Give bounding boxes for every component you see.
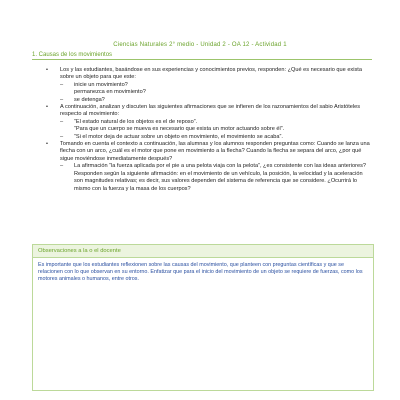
- activity-item-1: • Los y las estudiantes, basándose en sus experiencias y conocimientos previos, responden: ¿Qué es necesario que exista sobre un objeto para que este:: [46, 67, 372, 82]
- section-heading: 1. Causas de los movimientos: [32, 52, 372, 60]
- activity-item-2: • A continuación, analizan y discuten las siguientes afirmaciones que se infieren de los razonamientos del sabio Aristóteles respecto al movimiento:: [46, 104, 372, 119]
- activity-content: [46, 67, 372, 193]
- observations-text: Es importante que los estudiantes reflexionen sobre las causas del movimiento, que planteen con preguntas científicas y que se relacionen con lo que observan en su entorno. Enfatizar que para el inicio del movimiento de un objeto se requiere de fuerzas, como los motores animales o humanos, entre otros.: [38, 262, 363, 282]
- activity-item-1-sub-1: – inicie un movimiento?: [60, 82, 372, 89]
- activity-item-2-sub-2: – “Si el motor deja de actuar sobre un objeto en movimiento, el movimiento se acaba”.: [60, 134, 372, 141]
- activity-item-3-sub-1: – La afirmación “la fuerza aplicada por el pie a una pelota viaja con la pelota”, ¿es consistente con las ideas anteriores?: [60, 163, 372, 170]
- header-title: Ciencias Naturales 2° medio - Unidad 2 - OA 12 - Actividad 1: [113, 42, 287, 48]
- activity-item-3-sub-1-cont: Responden según la siguiente afirmación: en el movimiento de un vehículo, la posición, la velocidad y la aceleración son magnitudes relativas; es decir, sus valores dependen del sistema de referencia que se considere. ¿Ocurrirá lo mismo con la fuerza y la masa de los cuerpos?: [74, 170, 363, 192]
- activity-item-1-sub-2: – se detenga?: [60, 97, 372, 104]
- observations-heading: Observaciones a la o el docente: [33, 245, 373, 258]
- observations-box: [32, 244, 374, 391]
- activity-item-3: • Tomando en cuenta el contexto a continuación, las alumnas y los alumnos responden preguntas como: Cuando se lanza una flecha con un arco, ¿cuál es el motor que pone en movimiento a la flecha? Cuando la flecha se separa del arco, ¿por qué sigue moviéndose inmediatamente después?: [46, 141, 372, 163]
- activity-item-2-sub-1: – “El estado natural de los objetos es el de reposo”.: [60, 119, 372, 126]
- activity-item-2-sub-1b: “Para que un cuerpo se mueva es necesario que exista un motor actuando sobre él”.: [74, 126, 285, 133]
- activity-item-1-sub-1b: permanezca en movimiento?: [74, 89, 146, 96]
